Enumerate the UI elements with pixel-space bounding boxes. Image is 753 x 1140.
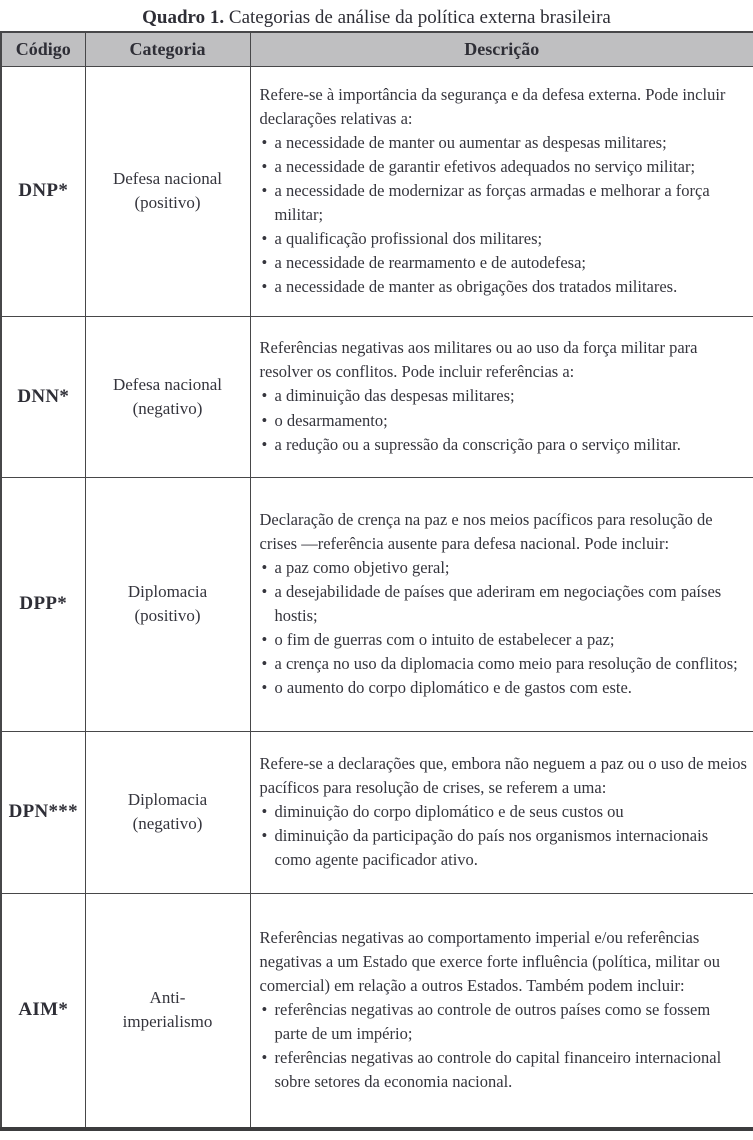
category-line: (positivo) bbox=[134, 606, 201, 625]
table-row bbox=[1, 893, 753, 1129]
bullet-item: • o desarmamento; bbox=[260, 409, 748, 433]
category-cell bbox=[85, 316, 250, 477]
bullet-item: • a diminuição das despesas militares; bbox=[260, 384, 748, 408]
description-cell bbox=[250, 731, 753, 893]
description-intro: Declaração de crença na paz e nos meios pacíficos para resolução de crises —referência ausente para defesa nacional. Pode incluir: bbox=[259, 509, 713, 553]
description-cell bbox=[250, 66, 753, 316]
table-row bbox=[1, 66, 753, 316]
code-value: DNN* bbox=[17, 385, 70, 407]
bullet-item: • a necessidade de garantir efetivos adequados no serviço militar; bbox=[260, 155, 748, 179]
category-line: Defesa nacional bbox=[112, 169, 223, 189]
bullet-item: • a necessidade de manter as obrigações dos tratados militares. bbox=[260, 275, 748, 299]
bullet-item: • a qualificação profissional dos militares; bbox=[260, 227, 748, 251]
bullet-list bbox=[260, 800, 748, 872]
category-cell bbox=[85, 893, 250, 1129]
code-value: DPN*** bbox=[8, 801, 78, 822]
header-categoria: Categoria bbox=[85, 32, 250, 66]
categories-table bbox=[0, 31, 753, 1131]
bullet-item: • referências negativas ao controle do capital financeiro internacional sobre setores da economia nacional. bbox=[260, 1046, 748, 1094]
description-cell bbox=[250, 477, 753, 731]
bullet-item: • a redução ou a supressão da conscrição para o serviço militar. bbox=[260, 433, 748, 457]
description-intro: Referências negativas ao comportamento imperial e/ou referências negativas a um Estado que exerce forte influência (política, militar ou comercial) em relação a outros Estados. Também podem incluir: bbox=[259, 927, 720, 996]
description-cell bbox=[250, 893, 753, 1129]
category-cell bbox=[85, 477, 250, 731]
bullet-item: • diminuição do corpo diplomático e de seus custos ou bbox=[260, 800, 748, 824]
bullet-item: • a necessidade de manter ou aumentar as despesas militares; bbox=[260, 131, 748, 155]
category-line: (negativo) bbox=[132, 814, 203, 833]
bullet-list bbox=[260, 556, 748, 700]
bullet-list bbox=[260, 998, 748, 1094]
code-cell bbox=[1, 731, 85, 893]
category-line: Diplomacia bbox=[127, 790, 208, 810]
category-line: Defesa nacional bbox=[112, 374, 223, 394]
category-line: Diplomacia bbox=[127, 582, 208, 602]
code-value: DPP* bbox=[19, 593, 68, 614]
table-row bbox=[1, 731, 753, 893]
bullet-item: • a necessidade de modernizar as forças armadas e melhorar a força militar; bbox=[260, 179, 748, 227]
bullet-item: • a necessidade de rearmamento e de autodefesa; bbox=[260, 251, 748, 275]
header-descricao: Descrição bbox=[250, 32, 753, 66]
header-codigo: Código bbox=[1, 32, 85, 66]
code-cell bbox=[1, 893, 85, 1129]
bullet-item: • a desejabilidade de países que aderiram em negociações com países hostis; bbox=[260, 580, 748, 628]
bullet-item: • a paz como objetivo geral; bbox=[260, 556, 748, 580]
bullet-item: • o fim de guerras com o intuito de estabelecer a paz; bbox=[260, 628, 748, 652]
category-line: (positivo) bbox=[134, 193, 201, 212]
description-intro: Refere-se a declarações que, embora não neguem a paz ou o uso de meios pacíficos para resolução de crises, se referem a uma: bbox=[259, 753, 747, 797]
description-intro: Referências negativas aos militares ou ao uso da força militar para resolver os conflitos. Pode incluir referências a: bbox=[259, 338, 698, 382]
code-cell bbox=[1, 66, 85, 316]
bullet-item: • diminuição da participação do país nos organismos internacionais como agente pacificador ativo. bbox=[260, 824, 748, 872]
caption-text: Categorias de análise da política externa brasileira bbox=[228, 7, 611, 28]
header-row bbox=[1, 32, 753, 66]
category-cell bbox=[85, 731, 250, 893]
category-line: Anti- bbox=[149, 988, 186, 1008]
code-value: AIM* bbox=[18, 999, 69, 1021]
table-body bbox=[1, 66, 753, 1129]
description-cell bbox=[250, 316, 753, 477]
category-line: imperialismo bbox=[122, 1012, 213, 1032]
description-intro: Refere-se à importância da segurança e da defesa externa. Pode incluir declarações relativas a: bbox=[259, 84, 726, 128]
table-caption bbox=[0, 0, 753, 31]
table-row bbox=[1, 316, 753, 477]
table-row bbox=[1, 477, 753, 731]
code-cell bbox=[1, 316, 85, 477]
category-cell bbox=[85, 66, 250, 316]
bullet-item: • a crença no uso da diplomacia como meio para resolução de conflitos; bbox=[260, 652, 748, 676]
bullet-list bbox=[260, 384, 748, 456]
bullet-list bbox=[260, 131, 748, 300]
bullet-item: • referências negativas ao controle de outros países como se fossem parte de um império; bbox=[260, 998, 748, 1046]
code-value: DNP* bbox=[18, 180, 69, 201]
category-line: (negativo) bbox=[132, 398, 203, 418]
bullet-item: • o aumento do corpo diplomático e de gastos com este. bbox=[260, 676, 748, 700]
code-cell bbox=[1, 477, 85, 731]
caption-label: Quadro 1. bbox=[142, 7, 225, 28]
